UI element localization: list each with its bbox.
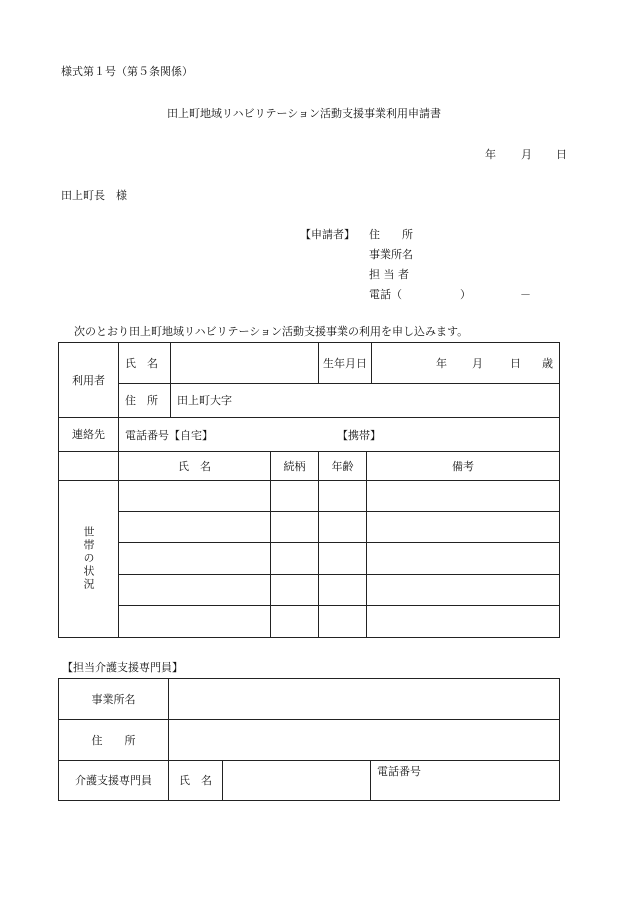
household-row-5-age[interactable] [319, 606, 367, 638]
applicant-phone-dash: － [520, 288, 531, 301]
contact-label: 連絡先 [59, 418, 119, 452]
care-manager-section-label: 【担当介護支援専門員】 [62, 661, 183, 674]
addressee: 田上町長 様 [61, 189, 127, 202]
household-header-blank [59, 452, 119, 481]
household-row-3-relation[interactable] [271, 543, 319, 575]
household-row-3-name[interactable] [119, 543, 271, 575]
household-row-4-relation[interactable] [271, 575, 319, 606]
household-row-4-note[interactable] [367, 575, 560, 606]
birth-date-label: 生年月日 [319, 343, 372, 384]
household-label-cell [59, 481, 119, 638]
birth-day-label: 日 [510, 357, 521, 370]
user-table [58, 342, 560, 638]
household-row-1-name[interactable] [119, 481, 271, 512]
household-row-2-name[interactable] [119, 512, 271, 543]
date-month-label: 月 [521, 148, 532, 161]
applicant-address-label: 住 所 [369, 228, 413, 241]
cm-name-field[interactable] [223, 761, 371, 801]
household-row-3-note[interactable] [367, 543, 560, 575]
user-label: 利用者 [59, 343, 119, 418]
cm-office-field[interactable] [169, 679, 560, 720]
applicant-phone-label: 電話（ [369, 288, 402, 301]
user-address-label: 住 所 [119, 384, 171, 418]
user-name-label: 氏 名 [119, 343, 171, 384]
applicant-label: 【申請者】 [300, 228, 355, 241]
col-age-header: 年齢 [319, 452, 367, 481]
cm-office-label: 事業所名 [59, 679, 169, 720]
cm-address-label: 住 所 [59, 720, 169, 761]
phone-mobile-label: 【携帯】 [337, 428, 381, 442]
cm-phone-label: 電話番号 [377, 765, 421, 778]
form-number: 様式第１号（第５条関係） [61, 65, 193, 78]
date-day-label: 日 [556, 148, 567, 161]
household-row-2-note[interactable] [367, 512, 560, 543]
household-row-4-name[interactable] [119, 575, 271, 606]
household-label: 世帯の状況 [82, 525, 95, 591]
household-row-5-name[interactable] [119, 606, 271, 638]
contact-phone-field[interactable] [119, 418, 560, 452]
col-name-header: 氏 名 [119, 452, 271, 481]
birth-date-field[interactable] [372, 343, 560, 384]
cm-phone-field[interactable] [371, 761, 560, 801]
birth-year-label: 年 [436, 357, 447, 370]
birth-month-label: 月 [472, 357, 483, 370]
cm-address-field[interactable] [169, 720, 560, 761]
household-row-5-note[interactable] [367, 606, 560, 638]
page-title: 田上町地域リハビリテーション活動支援事業利用申請書 [167, 107, 442, 120]
cm-name-label: 氏 名 [169, 761, 223, 801]
household-row-4-age[interactable] [319, 575, 367, 606]
care-manager-table [58, 678, 560, 801]
applicant-phone-close: ） [460, 288, 471, 301]
user-name-field[interactable] [171, 343, 319, 384]
household-row-1-note[interactable] [367, 481, 560, 512]
household-row-1-age[interactable] [319, 481, 367, 512]
applicant-office-label: 事業所名 [369, 248, 413, 261]
col-relation-header: 続柄 [271, 452, 319, 481]
intro-text: 次のとおり田上町地域リハビリテーション活動支援事業の利用を申し込みます。 [74, 325, 469, 338]
household-row-2-relation[interactable] [271, 512, 319, 543]
household-row-1-relation[interactable] [271, 481, 319, 512]
household-row-2-age[interactable] [319, 512, 367, 543]
household-row-5-relation[interactable] [271, 606, 319, 638]
user-address-field[interactable]: 田上町大字 [171, 384, 560, 418]
date-year-label: 年 [485, 148, 496, 161]
cm-manager-label: 介護支援専門員 [59, 761, 169, 801]
age-suffix-label: 歳 [542, 357, 553, 370]
col-note-header: 備考 [367, 452, 560, 481]
applicant-person-label: 担 当 者 [369, 268, 409, 281]
phone-home-label: 電話番号【自宅】 [125, 428, 213, 442]
household-row-3-age[interactable] [319, 543, 367, 575]
